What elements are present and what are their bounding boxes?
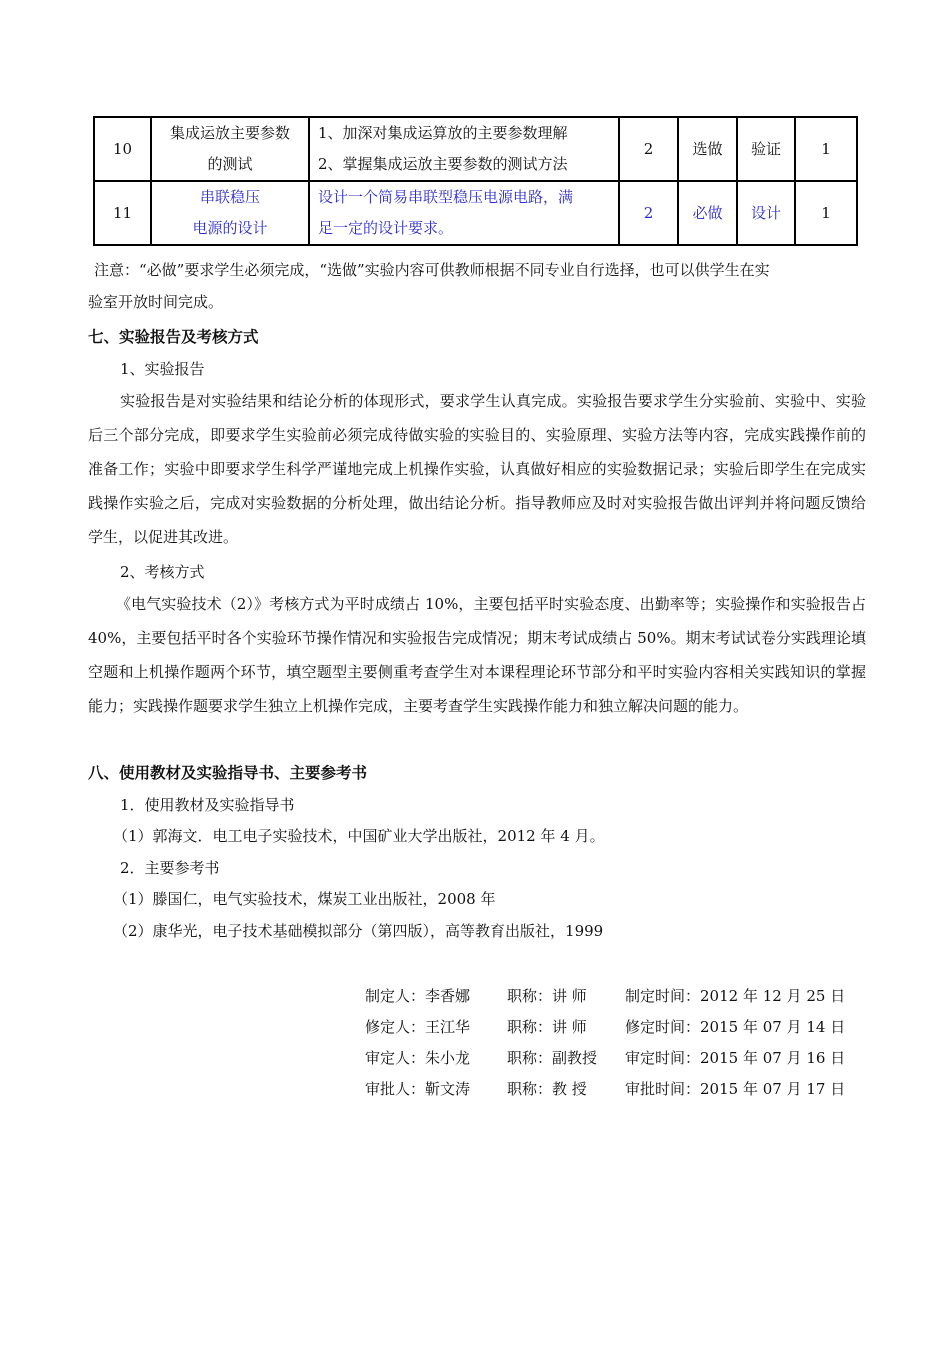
signature-row (365, 1012, 865, 1043)
subsection-title: 1、实验报告 (120, 360, 205, 378)
note-line: 注意：“必做”要求学生必须完成，“选做”实验内容可供教师根据不同专业自行选择，也可以供学生在实 (94, 261, 770, 279)
row-number: 11 (94, 181, 151, 245)
experiment-type: 验证 (737, 117, 795, 181)
signature-person: 审批人：靳文涛 (365, 1080, 471, 1098)
subsection-title: 2、考核方式 (120, 563, 205, 581)
signature-row (365, 981, 865, 1012)
experiment-type: 设计 (737, 181, 795, 245)
experiment-name (151, 117, 309, 181)
experiment-requirement: 必做 (678, 181, 737, 245)
experiment-content-line: 2、掌握集成运放主要参数的测试方法 (318, 155, 568, 173)
note-line: 验室开放时间完成。 (88, 293, 224, 311)
subsection-title: 2．主要参考书 (120, 859, 220, 877)
reference-item: （2）康华光，电子技术基础模拟部分（第四版），高等教育出版社，1999 (113, 922, 604, 940)
signature-person: 制定人：李香娜 (365, 987, 471, 1005)
signature-row (365, 1074, 865, 1105)
experiment-content (309, 181, 619, 245)
experiment-name-line: 串联稳压 (199, 188, 260, 206)
signature-row (365, 1043, 865, 1074)
signature-time: 审定时间：2015 年 07 月 16 日 (625, 1049, 846, 1067)
signature-title: 职称：副教授 (507, 1049, 598, 1067)
reference-item: （1）郭海文．电工电子实验技术，中国矿业大学出版社，2012 年 4 月。 (113, 827, 605, 845)
experiment-content-line: 足一定的设计要求。 (318, 219, 454, 237)
experiment-name-line: 集成运放主要参数 (169, 124, 290, 142)
experiment-content-line: 1、加深对集成运算放的主要参数理解 (318, 124, 568, 142)
signature-person: 审定人：朱小龙 (365, 1049, 471, 1067)
subsection-title: 1．使用教材及实验指导书 (120, 796, 295, 814)
paragraph: 实验报告是对实验结果和结论分析的体现形式，要求学生认真完成。实验报告要求学生分实验前、实验中、实验后三个部分完成，即要求学生实验前必须完成待做实验的实验目的、实验原理、实验方法等内容，完成实践操作前的准备工作；实验中即要求学生科学严谨地完成上机操作实验，认真做好相应的实验数据记录；实验后即学生在完成实践操作实验之后，完成对实验数据的分析处理，做出结论分析。指导教师应及时对实验报告做出评判并将问题反馈给学生，以促进其改进。 (88, 392, 866, 546)
signature-title: 职称：教 授 (507, 1080, 587, 1098)
experiment-content (309, 117, 619, 181)
paragraph: 《电气实验技术（2）》考核方式为平时成绩占 10%，主要包括平时实验态度、出勤率等；实验操作和实验报告占 40%，主要包括平时各个实验环节操作情况和实验报告完成情况；期末考试成绩占 50%。期末考试试卷分实践理论填空题和上机操作题两个环节，填空题型主要侧重考查学生对本课程理论环节部分和平时实验内容相关实践知识的掌握能力；实践操作题要求学生独立上机操作完成，主要考查学生实践操作能力和独立解决问题的能力。 (88, 595, 866, 715)
signature-block (365, 981, 865, 1105)
experiment-requirement: 选做 (678, 117, 737, 181)
section-heading: 七、实验报告及考核方式 (88, 328, 259, 346)
experiment-count: 1 (795, 181, 857, 245)
row-number: 10 (94, 117, 151, 181)
experiment-name (151, 181, 309, 245)
experiment-count: 1 (795, 117, 857, 181)
experiment-name-line: 的测试 (207, 155, 253, 173)
experiment-content-line: 设计一个简易串联型稳压电源电路，满 (318, 188, 574, 206)
section-heading: 八、使用教材及实验指导书、主要参考书 (88, 764, 368, 782)
signature-title: 职称：讲 师 (507, 987, 587, 1005)
signature-time: 修定时间：2015 年 07 月 14 日 (625, 1018, 846, 1036)
experiment-hours: 2 (619, 117, 678, 181)
experiment-name-line: 电源的设计 (192, 219, 268, 237)
experiment-hours: 2 (619, 181, 678, 245)
table-row (94, 181, 857, 245)
signature-time: 制定时间：2012 年 12 月 25 日 (625, 987, 846, 1005)
table-row (94, 117, 857, 181)
signature-title: 职称：讲 师 (507, 1018, 587, 1036)
signature-person: 修定人：王江华 (365, 1018, 471, 1036)
signature-time: 审批时间：2015 年 07 月 17 日 (625, 1080, 846, 1098)
experiment-table (93, 116, 858, 246)
reference-item: （1）滕国仁，电气实验技术，煤炭工业出版社，2008 年 (113, 890, 496, 908)
